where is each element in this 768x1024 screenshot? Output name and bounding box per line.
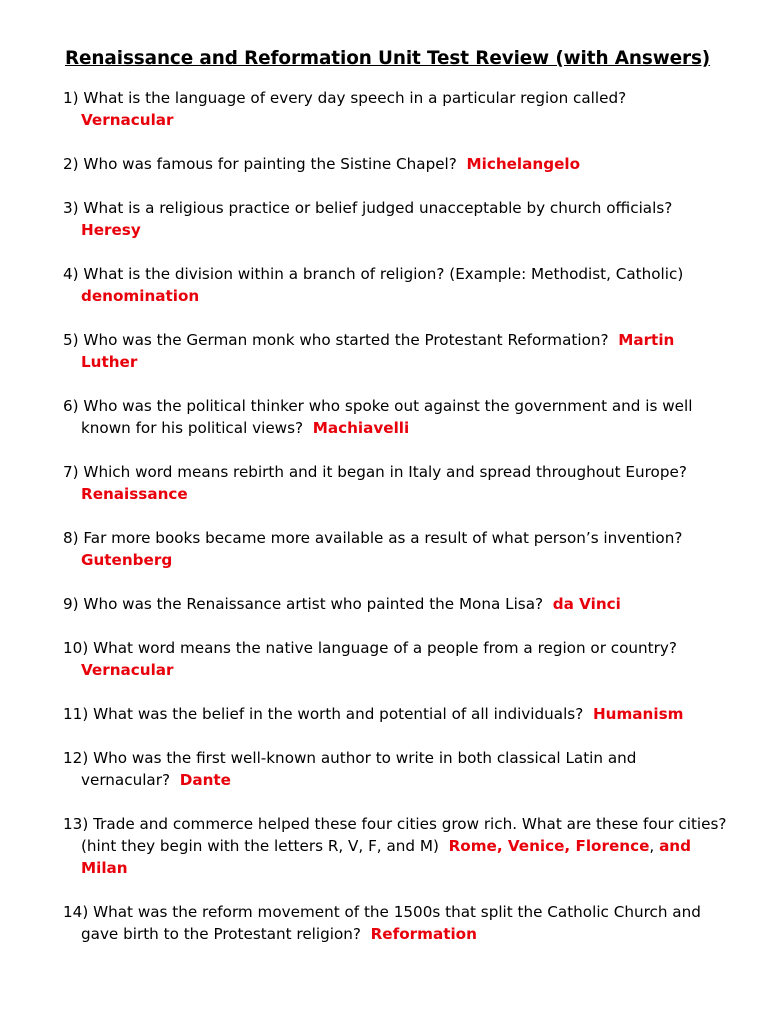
- question-text: Who was the Renaissance artist who painted the Mona Lisa?: [83, 595, 544, 613]
- question-item: [63, 527, 733, 571]
- question-item: [63, 593, 733, 615]
- answer-text: Heresy: [81, 221, 141, 239]
- question-item: [63, 703, 733, 725]
- question-number: 3): [63, 199, 79, 217]
- question-text: What is the division within a branch of religion? (Example: Methodist, Catholic): [83, 265, 684, 283]
- question-text: What word means the native language of a people from a region or country?: [93, 639, 677, 657]
- question-item: [63, 263, 733, 307]
- question-text: Who was famous for painting the Sistine Chapel?: [83, 155, 457, 173]
- answer-text: Rome, Venice, Florence: [448, 837, 650, 855]
- question-item: [63, 813, 733, 879]
- question-item: [63, 901, 733, 945]
- answer-text: Reformation: [370, 925, 477, 943]
- question-number: 12): [63, 749, 89, 767]
- answer-text: Humanism: [592, 705, 684, 723]
- question-item: [63, 395, 733, 439]
- answer-text: Machiavelli: [312, 419, 410, 437]
- question-text: Who was the political thinker who spoke out against the government and is well known for his political views?: [81, 397, 693, 437]
- question-item: [63, 747, 733, 791]
- answer-text: Michelangelo: [466, 155, 581, 173]
- question-text: Trade and commerce helped these four cities grow rich. What are these four cities? (hint they begin with the letters R, V, F, and M): [81, 815, 727, 855]
- question-item: [63, 153, 733, 175]
- question-number: 2): [63, 155, 79, 173]
- question-text: Who was the first well-known author to write in both classical Latin and vernacular?: [81, 749, 637, 789]
- question-text: What was the reform movement of the 1500s that split the Catholic Church and gave birth to the Protestant religion?: [81, 903, 701, 943]
- question-number: 9): [63, 595, 79, 613]
- question-text: What is a religious practice or belief judged unacceptable by church officials?: [83, 199, 673, 217]
- question-number: 13): [63, 815, 89, 833]
- question-number: 7): [63, 463, 79, 481]
- answer-text: da Vinci: [552, 595, 621, 613]
- answer-text: denomination: [81, 287, 200, 305]
- answer-text: and Milan: [81, 837, 691, 877]
- question-item: [63, 637, 733, 681]
- answer-text: Martin Luther: [81, 331, 675, 371]
- answer-text: Renaissance: [81, 485, 188, 503]
- question-text: What was the belief in the worth and potential of all individuals?: [93, 705, 584, 723]
- question-text: Which word means rebirth and it began in Italy and spread throughout Europe?: [83, 463, 687, 481]
- answer-text: Vernacular: [81, 111, 174, 129]
- question-item: [63, 87, 733, 131]
- question-number: 6): [63, 397, 79, 415]
- question-number: 14): [63, 903, 89, 921]
- question-item: [63, 461, 733, 505]
- question-number: 10): [63, 639, 89, 657]
- answer-separator: ,: [649, 837, 655, 855]
- question-text: Far more books became more available as a result of what person’s invention?: [83, 529, 683, 547]
- question-item: [63, 197, 733, 241]
- answer-text: Gutenberg: [81, 551, 173, 569]
- question-number: 4): [63, 265, 79, 283]
- question-text: What is the language of every day speech in a particular region called?: [83, 89, 627, 107]
- question-number: 1): [63, 89, 79, 107]
- question-text: Who was the German monk who started the Protestant Reformation?: [83, 331, 609, 349]
- answer-text: Dante: [179, 771, 231, 789]
- question-number: 8): [63, 529, 79, 547]
- question-item: [63, 329, 733, 373]
- answer-text: Vernacular: [81, 661, 174, 679]
- page-title: Renaissance and Reformation Unit Test Review (with Answers): [65, 48, 711, 69]
- question-number: 5): [63, 331, 79, 349]
- question-number: 11): [63, 705, 89, 723]
